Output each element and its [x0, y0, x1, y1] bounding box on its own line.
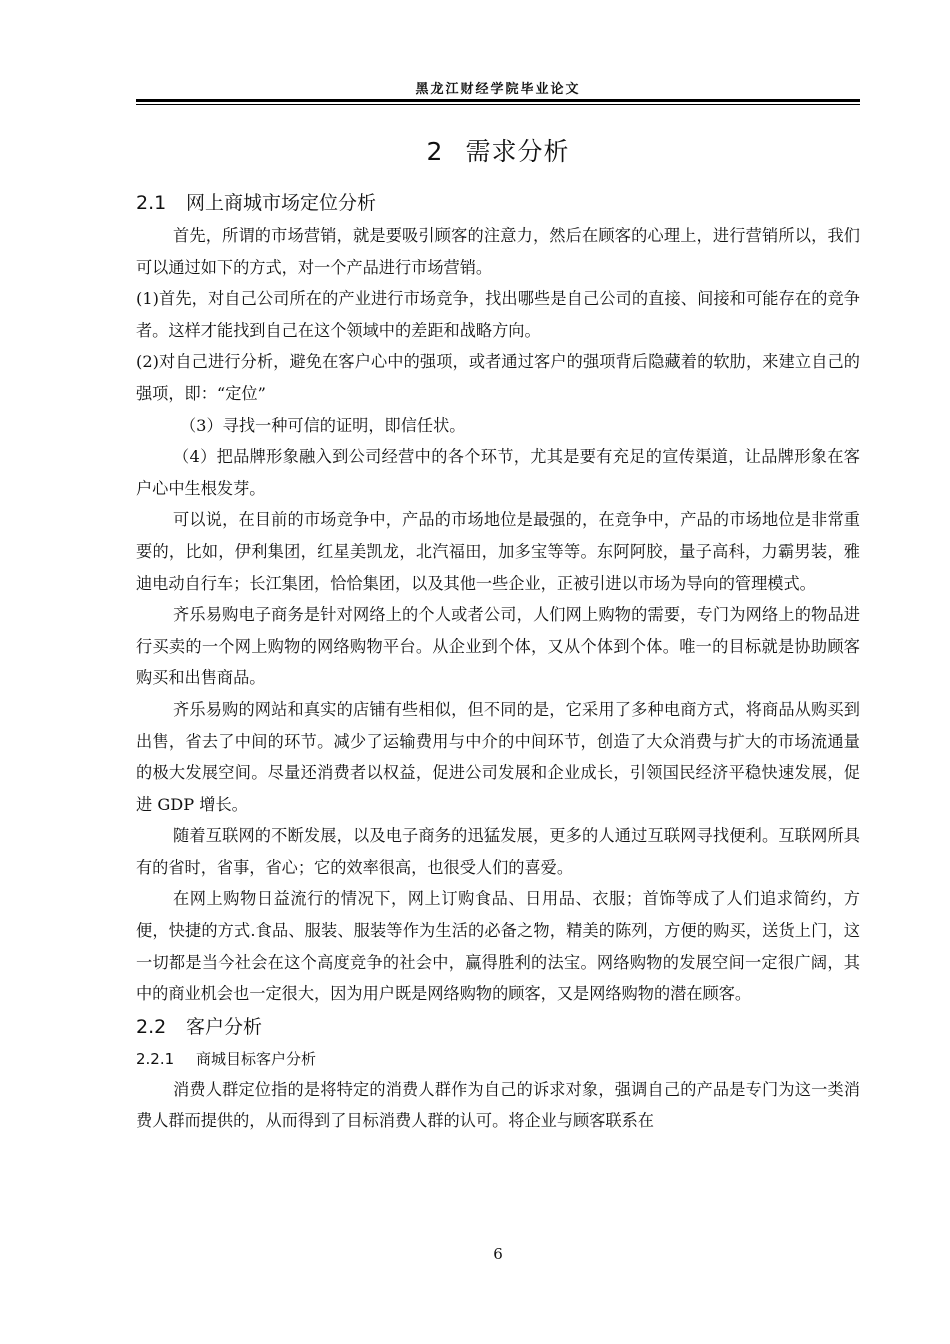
running-header: 黑龙江财经学院毕业论文: [415, 82, 581, 97]
header-rule-thin: [136, 104, 860, 105]
section-title: 客户分析: [186, 1015, 263, 1038]
paragraph: (1)首先，对自己公司所在的产业进行市场竞争，找出哪些是自己公司的直接、间接和可能存在的竞争者。这样才能找到自己在这个领域中的差距和战略方向。: [136, 289, 860, 340]
paragraph: （4）把品牌形象融入到公司经营中的各个环节，尤其是要有充足的宣传渠道，让品牌形象在客户心中生根发芽。: [136, 447, 860, 498]
section-heading-2-2: [136, 1010, 860, 1044]
paragraph: 可以说，在目前的市场竞争中，产品的市场地位是最强的，在竞争中，产品的市场地位是非常重要的，比如，伊利集团，红星美凯龙，北汽福田，加多宝等等。东阿阿胶，量子高科，力霸男装，雅迪电动自行车；长江集团，恰恰集团，以及其他一些企业，正被引进以市场为导向的管理模式。: [136, 510, 860, 593]
paragraph: 消费人群定位指的是将特定的消费人群作为自己的诉求对象，强调自己的产品是专门为这一类消费人群而提供的，从而得到了目标消费人群的认可。将企业与顾客联系在: [136, 1079, 860, 1131]
subsection-number: 2.2.1: [136, 1049, 175, 1068]
section-number: 2.1: [136, 192, 167, 214]
section-number: 2.2: [136, 1015, 167, 1038]
page-body: [136, 186, 860, 1137]
paragraph: 齐乐易购电子商务是针对网络上的个人或者公司，人们网上购物的需要，专门为网络上的物品进行买卖的一个网上购物的网络购物平台。从企业到个体，又从个体到个体。唯一的目标就是协助顾客购买和出售商品。: [136, 605, 860, 688]
paragraph: (2)对自己进行分析，避免在客户心中的强项，或者通过客户的强项背后隐藏着的软肋，来建立自己的强项，即：“定位”: [136, 352, 860, 403]
section-heading-2-1: [136, 186, 860, 220]
chapter-number: 2: [426, 137, 444, 166]
subsection-heading-2-2-1: [136, 1044, 860, 1074]
section-title: 网上商城市场定位分析: [186, 192, 377, 214]
page-number: 6: [493, 1245, 503, 1263]
paragraph: 随着互联网的不断发展，以及电子商务的迅猛发展，更多的人通过互联网寻找便利。互联网所具有的省时，省事，省心；它的效率很高，也很受人们的喜爱。: [136, 826, 860, 877]
chapter-title-text: 需求分析: [465, 137, 570, 166]
chapter-title: [136, 132, 860, 168]
paragraph: （3）寻找一种可信的证明，即信任状。: [180, 415, 466, 435]
header-rule-thick: [136, 99, 860, 102]
subsection-title: 商城目标客户分析: [196, 1049, 317, 1068]
paragraph: 在网上购物日益流行的情况下，网上订购食品、日用品、衣服；首饰等成了人们追求简约，方便，快捷的方式.食品、服装、服装等作为生活的必备之物，精美的陈列，方便的购买，送货上门，这一切都是当今社会在这个高度竞争的社会中，赢得胜利的法宝。网络购物的发展空间一定很广阔，其中的商业机会也一定很大，因为用户既是网络购物的顾客，又是网络购物的潜在顾客。: [136, 889, 860, 1004]
paragraph: 首先，所谓的市场营销，就是要吸引顾客的注意力，然后在顾客的心理上，进行营销所以，我们可以通过如下的方式，对一个产品进行市场营销。: [136, 226, 860, 277]
paragraph: 齐乐易购的网站和真实的店铺有些相似，但不同的是，它采用了多种电商方式，将商品从购买到出售，省去了中间的环节。减少了运输费用与中介的中间环节，创造了大众消费与扩大的市场流通量的极大发展空间。尽量还消费者以权益，促进公司发展和企业成长，引领国民经济平稳快速发展，促进 GDP 增长。: [136, 699, 860, 814]
